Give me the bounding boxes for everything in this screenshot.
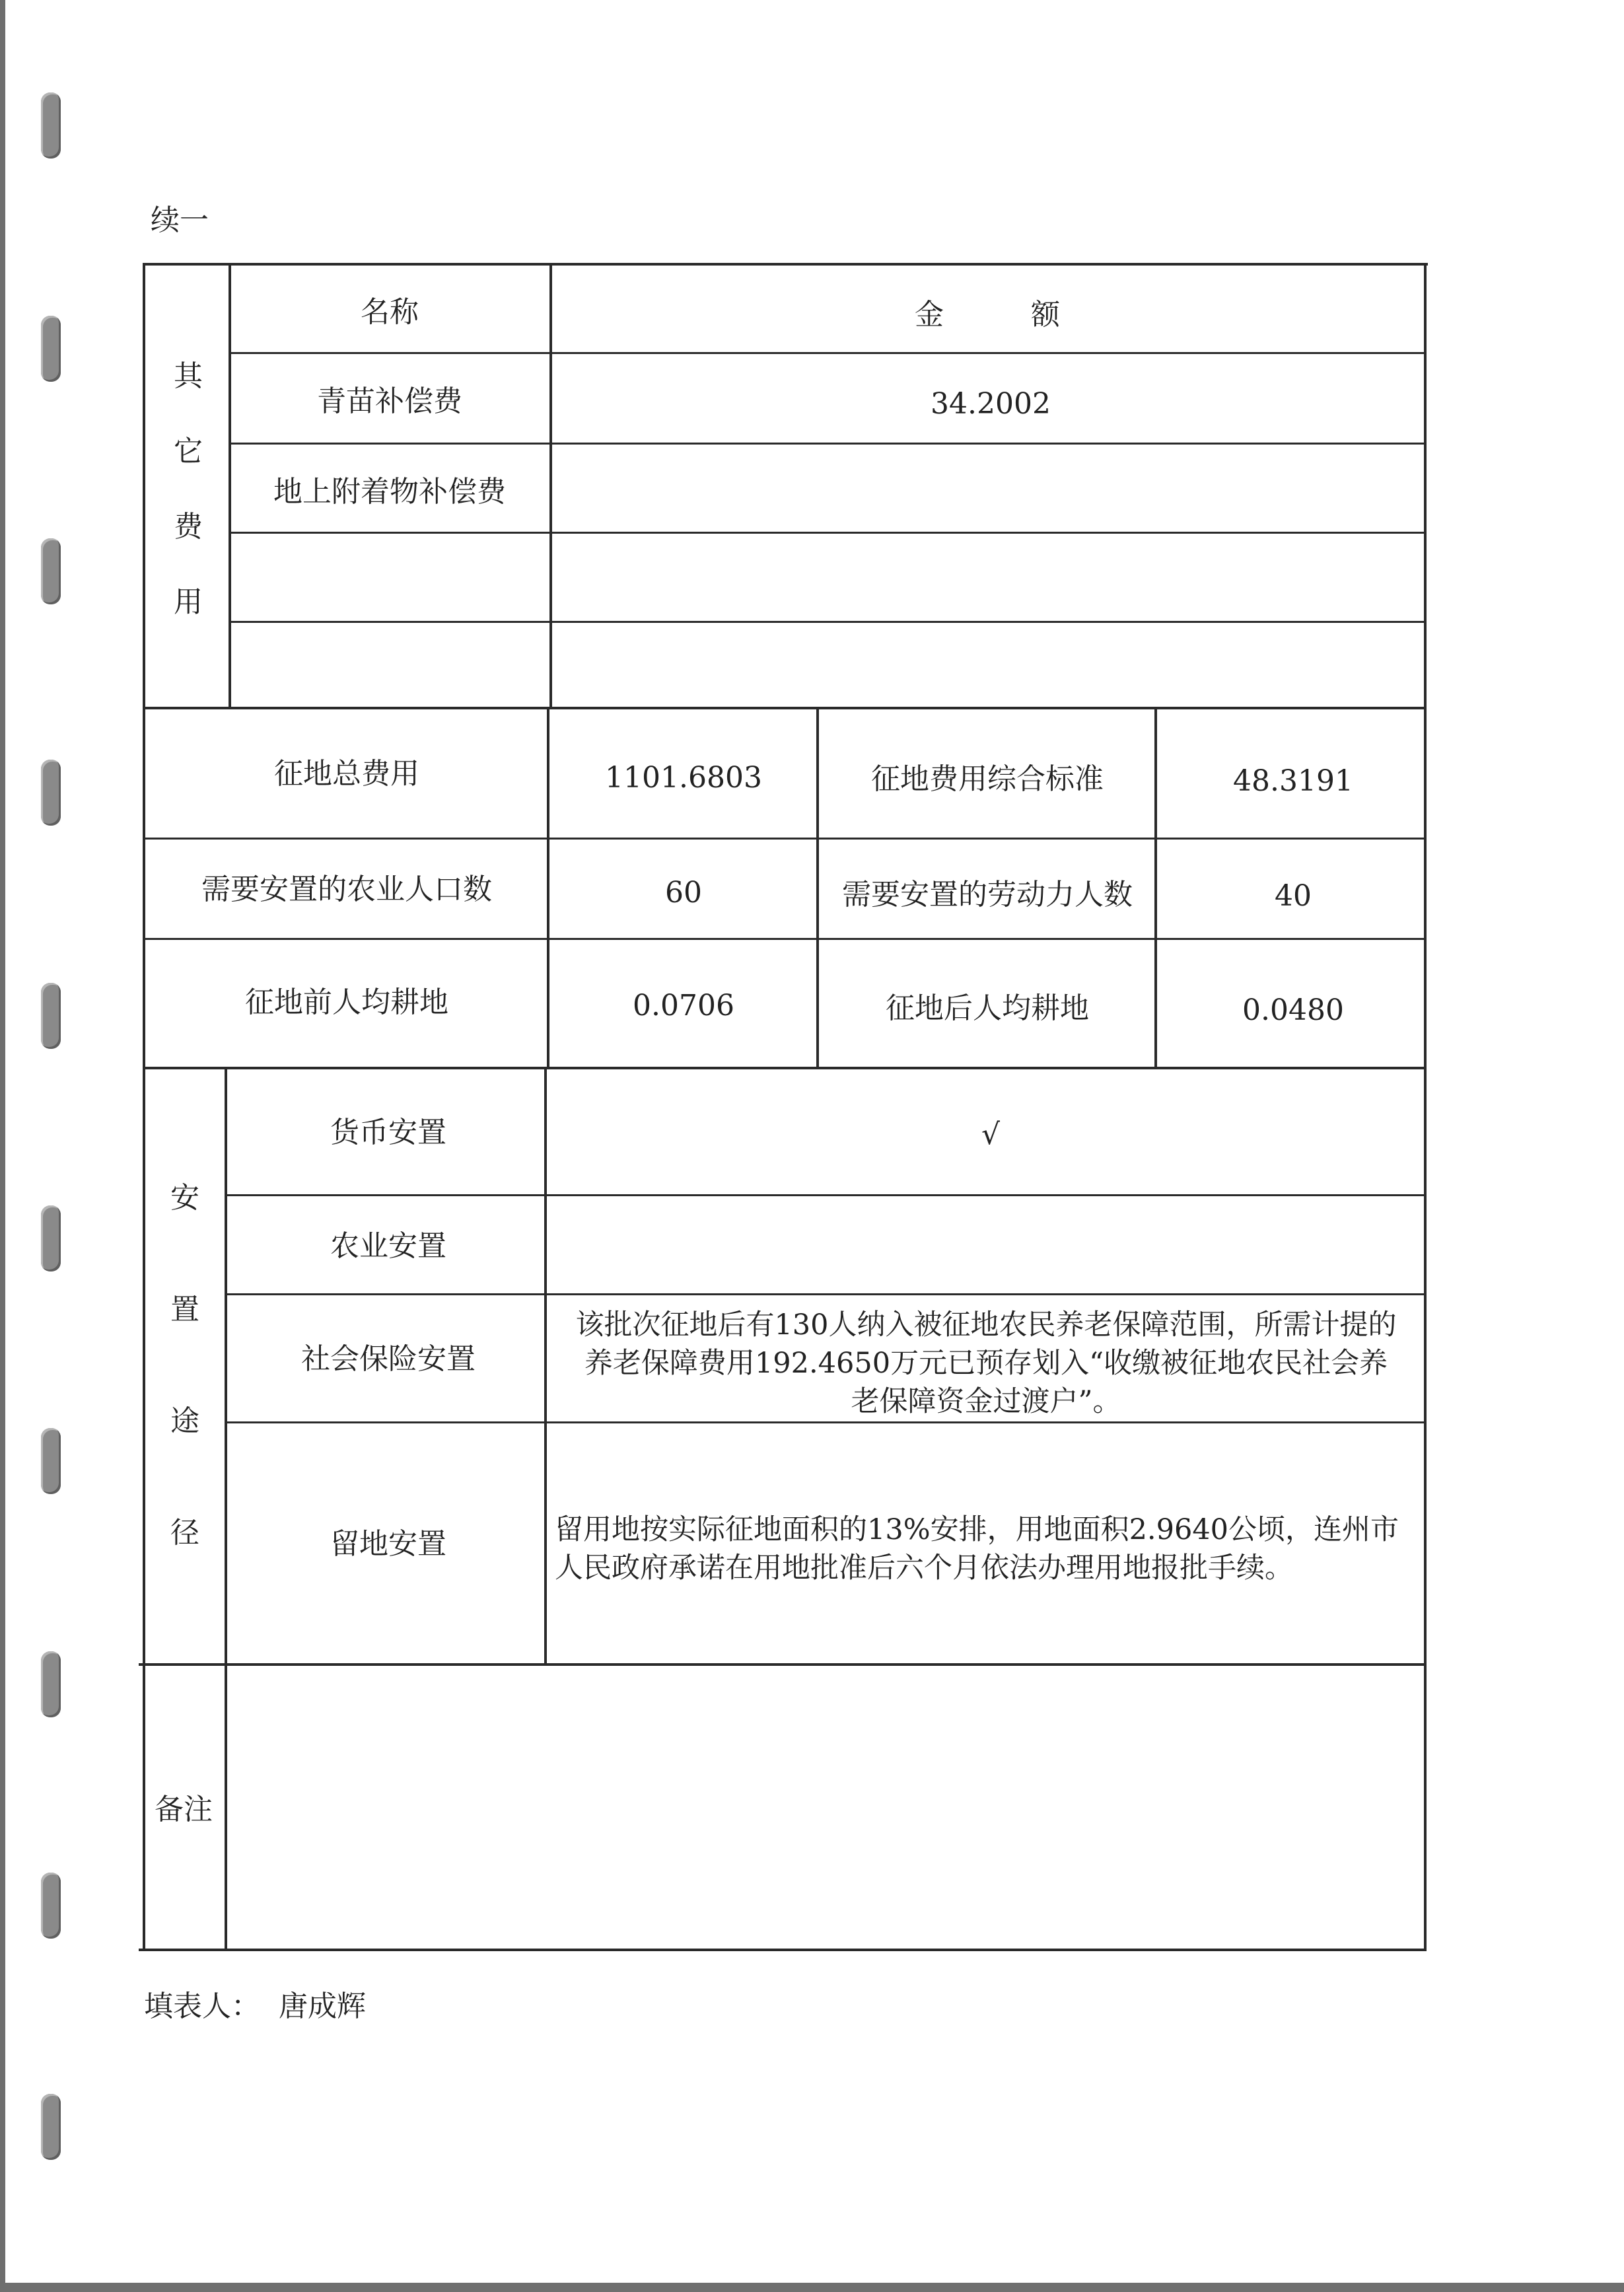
seedling-compensation-amount: 34.2002 (931, 387, 1051, 421)
binder-hole (41, 1428, 61, 1494)
monetary-resettlement-check: √ (981, 1118, 1001, 1151)
farmland-after-label: 征地后人均耕地 (886, 991, 1089, 1025)
name-column-header: 名称 (361, 295, 419, 329)
binder-hole (41, 1651, 61, 1717)
agri-population-label: 需要安置的农业人口数 (201, 873, 492, 906)
remarks-label: 备注 (155, 1793, 213, 1826)
continuation-label: 续一 (151, 203, 209, 237)
binder-hole (41, 538, 61, 604)
farmland-before-value: 0.0706 (633, 989, 734, 1022)
binder-hole (41, 760, 61, 826)
binder-hole (41, 983, 61, 1049)
binder-hole (41, 2094, 61, 2160)
scan-edge-bottom (0, 2283, 1624, 2292)
other-fees-group-label: 其 它 费 用 (174, 359, 203, 619)
resettlement-group-label: 安 置 途 径 (170, 1181, 199, 1550)
total-cost-label: 征地总费用 (274, 757, 419, 791)
agri-resettlement-label: 农业安置 (330, 1229, 446, 1263)
reserved-land-label: 留地安置 (330, 1527, 446, 1561)
binder-hole (41, 316, 61, 382)
farmland-after-value: 0.0480 (1242, 993, 1344, 1027)
binder-hole (41, 92, 61, 159)
labor-force-value: 40 (1275, 879, 1312, 913)
farmland-before-label: 征地前人均耕地 (245, 985, 448, 1019)
filler-label: 填表人： (144, 1989, 260, 2023)
scan-edge-left (0, 0, 5, 2292)
binder-hole (41, 1205, 61, 1271)
agri-population-value: 60 (665, 876, 702, 910)
social-insurance-text: 该批次征地后有130人纳入被征地农民养老保障范围，所需计提的 养老保障费用192.4650万元已预存划入“收缴被征地农民社会养 老保障资金过渡户”。 (575, 1308, 1397, 1418)
amount-column-header: 金 额 (915, 298, 1060, 332)
seedling-compensation-label: 青苗补偿费 (317, 384, 462, 418)
binder-hole (41, 1873, 61, 1939)
standard-value: 48.3191 (1233, 764, 1353, 798)
social-insurance-label: 社会保险安置 (301, 1342, 476, 1376)
standard-label: 征地费用综合标准 (871, 762, 1104, 796)
monetary-resettlement-label: 货币安置 (330, 1116, 446, 1149)
labor-force-label: 需要安置的劳动力人数 (842, 878, 1133, 912)
total-cost-value: 1101.6803 (605, 761, 762, 795)
attachment-compensation-label: 地上附着物补偿费 (273, 475, 506, 509)
filler-name: 唐成辉 (279, 1989, 366, 2023)
reserved-land-text: 留用地按实际征地面积的13%安排，用地面积2.9640公顷，连州市 人民政府承诺在用地批准后六个月依法办理用地报批手续。 (555, 1513, 1399, 1585)
